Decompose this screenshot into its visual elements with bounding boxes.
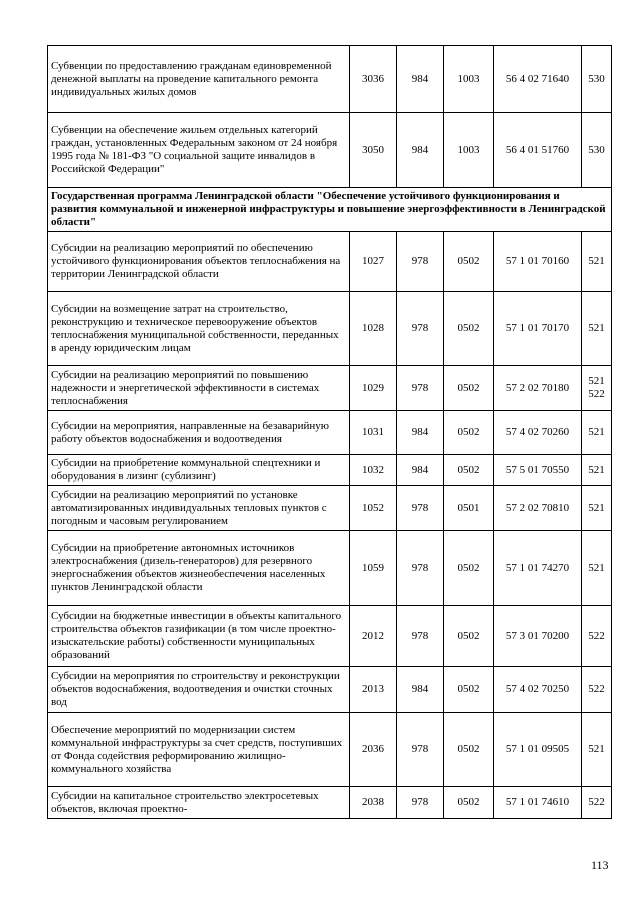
row-vr: 530: [582, 113, 612, 188]
row-rz: 0502: [444, 232, 494, 292]
row-vr: 521: [582, 411, 612, 455]
row-gr: 984: [397, 46, 444, 113]
row-gr: 978: [397, 713, 444, 787]
row-csr: 57 1 01 70170: [494, 292, 582, 366]
row-rz: 0501: [444, 486, 494, 531]
section-title: Государственная программа Ленинградской области "Обеспечение устойчивого функционирования и развития коммунальной и инженерной инфраструктуры и повышение энергоэффективности в Ленинградской области": [48, 188, 612, 232]
row-gr: 978: [397, 606, 444, 667]
row-vr-second: 522: [588, 388, 605, 400]
row-gr: 978: [397, 787, 444, 819]
table-row: [48, 455, 612, 486]
row-csr: 57 2 02 70180: [494, 366, 582, 411]
row-name: Субсидии на приобретение автономных источников электроснабжения (дизель-генераторов) для резервного энергоснабжения объектов жизнеобеспечения населенных пунктов Ленинградской области: [48, 531, 350, 606]
row-name: Субсидии на капитальное строительство электросетевых объектов, включая проектно-: [48, 787, 350, 819]
table-row: [48, 531, 612, 606]
table-row: [48, 787, 612, 819]
row-gr: 984: [397, 667, 444, 713]
row-csr: 57 1 01 74270: [494, 531, 582, 606]
row-gr: 978: [397, 486, 444, 531]
row-name: Обеспечение мероприятий по модернизации систем коммунальной инфраструктуры за счет средств, поступивших от Фонда содействия реформированию жилищно-коммунального хозяйства: [48, 713, 350, 787]
budget-table: [47, 45, 612, 819]
row-name: Субсидии на возмещение затрат на строительство, реконструкцию и техническое перевооружение объектов теплоснабжения муниципальной собственности, переданных в аренду юридическим лицам: [48, 292, 350, 366]
row-vr: 521: [582, 713, 612, 787]
row-csr: 57 4 02 70260: [494, 411, 582, 455]
table-row: [48, 486, 612, 531]
row-csr: 57 5 01 70550: [494, 455, 582, 486]
row-rz: 1003: [444, 46, 494, 113]
row-vr: 521: [582, 232, 612, 292]
row-csr: 56 4 01 51760: [494, 113, 582, 188]
row-vr: 521: [582, 292, 612, 366]
row-code: 2036: [350, 713, 397, 787]
table-row: [48, 667, 612, 713]
row-name: Субсидии на реализацию мероприятий по установке автоматизированных индивидуальных тепловых пунктов с погодным и часовым регулированием: [48, 486, 350, 531]
row-name: Субсидии на бюджетные инвестиции в объекты капитального строительства объектов газификации (в том числе проектно-изыскательские работы) собственности муниципальных образований: [48, 606, 350, 667]
row-code: 1031: [350, 411, 397, 455]
table-row: [48, 113, 612, 188]
row-gr: 984: [397, 455, 444, 486]
row-csr: 56 4 02 71640: [494, 46, 582, 113]
table-row: [48, 232, 612, 292]
row-vr: 521: [582, 486, 612, 531]
row-code: 2038: [350, 787, 397, 819]
row-code: 1059: [350, 531, 397, 606]
row-code: 1027: [350, 232, 397, 292]
row-rz: 0502: [444, 606, 494, 667]
row-name: Субсидии на приобретение коммунальной спецтехники и оборудования в лизинг (сублизинг): [48, 455, 350, 486]
row-code: 1052: [350, 486, 397, 531]
row-csr: 57 1 01 70160: [494, 232, 582, 292]
row-csr: 57 1 01 74610: [494, 787, 582, 819]
row-code: 1028: [350, 292, 397, 366]
row-vr: 522: [582, 606, 612, 667]
row-gr: 978: [397, 232, 444, 292]
table-row: [48, 46, 612, 113]
row-code: 3036: [350, 46, 397, 113]
row-rz: 0502: [444, 366, 494, 411]
row-code: 3050: [350, 113, 397, 188]
row-csr: 57 4 02 70250: [494, 667, 582, 713]
row-gr: 984: [397, 411, 444, 455]
row-vr: 521: [582, 531, 612, 606]
row-rz: 0502: [444, 531, 494, 606]
row-name: Субсидии на реализацию мероприятий по обеспечению устойчивого функционирования объектов теплоснабжения на территории Ленинградской области: [48, 232, 350, 292]
row-gr: 978: [397, 366, 444, 411]
row-name: Субвенции по предоставлению гражданам единовременной денежной выплаты на проведение капитального ремонта индивидуальных жилых домов: [48, 46, 350, 113]
page-number: 113: [591, 858, 609, 872]
table-row: [48, 366, 612, 411]
row-csr: 57 2 02 70810: [494, 486, 582, 531]
row-name: Субвенции на обеспечение жильем отдельных категорий граждан, установленных Федеральным законом от 24 ноября 1995 года № 181-ФЗ "О социальной защите инвалидов в Российской Федерации": [48, 113, 350, 188]
table-row: [48, 606, 612, 667]
row-rz: 0502: [444, 667, 494, 713]
row-rz: 0502: [444, 292, 494, 366]
row-rz: 1003: [444, 113, 494, 188]
row-vr: 521: [582, 455, 612, 486]
row-rz: 0502: [444, 455, 494, 486]
table-row: [48, 713, 612, 787]
row-vr-cell: [582, 366, 612, 411]
row-gr: 978: [397, 292, 444, 366]
row-csr: 57 1 01 09505: [494, 713, 582, 787]
row-vr: 522: [582, 667, 612, 713]
row-code: 2012: [350, 606, 397, 667]
row-name: Субсидии на реализацию мероприятий по повышению надежности и энергетической эффективности в системах теплоснабжения: [48, 366, 350, 411]
row-name: Субсидии на мероприятия по строительству и реконструкции объектов водоснабжения, водоотведения и очистки сточных вод: [48, 667, 350, 713]
row-vr: 522: [582, 787, 612, 819]
row-vr: 530: [582, 46, 612, 113]
section-row: [48, 188, 612, 232]
row-rz: 0502: [444, 787, 494, 819]
row-code: 2013: [350, 667, 397, 713]
row-code: 1032: [350, 455, 397, 486]
row-vr: 521: [588, 375, 605, 387]
row-code: 1029: [350, 366, 397, 411]
table-row: [48, 411, 612, 455]
table-row: [48, 292, 612, 366]
row-name: Субсидии на мероприятия, направленные на безаварийную работу объектов водоснабжения и водоотведения: [48, 411, 350, 455]
row-rz: 0502: [444, 411, 494, 455]
row-rz: 0502: [444, 713, 494, 787]
row-csr: 57 3 01 70200: [494, 606, 582, 667]
row-gr: 984: [397, 113, 444, 188]
row-gr: 978: [397, 531, 444, 606]
